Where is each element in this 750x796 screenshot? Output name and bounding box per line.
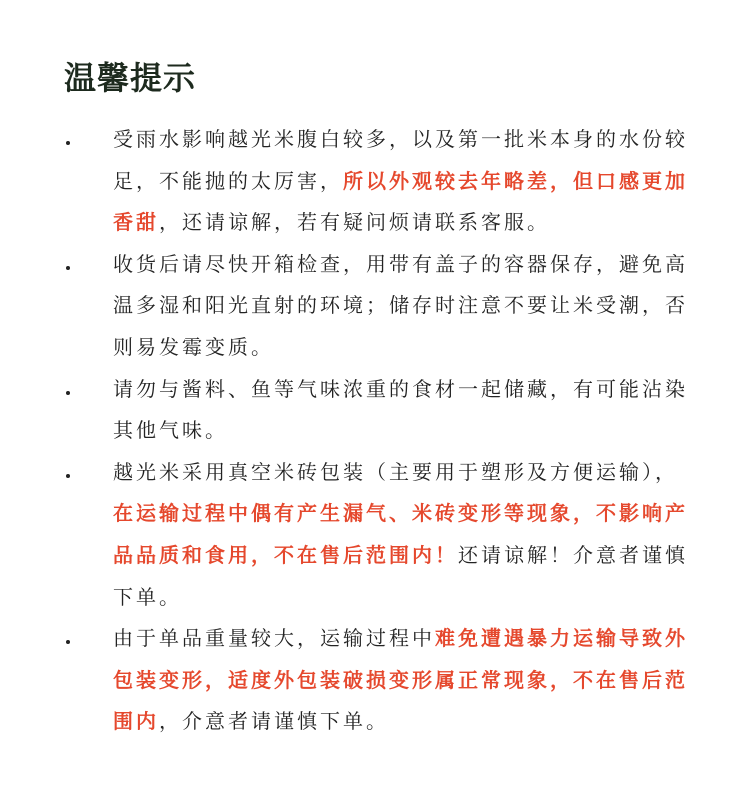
tip-highlight-text: 在运输过程中偶有产生漏气、米砖变形等现象，不影响产品品质和食用，不在售后范围内！ <box>113 501 688 567</box>
tip-item <box>0 452 750 618</box>
bullet-dot-icon <box>66 474 70 478</box>
tip-text-segment: 受雨水影响越光米腹白较多，以及第一批米本身的水份较足，不能抛的太厉害， <box>113 127 688 193</box>
tip-text-segment: 越光米采用真空米砖包装（主要用于塑形及方便运输）， <box>113 459 678 484</box>
tip-text-segment: 还请谅解！介意者谨慎下单。 <box>113 542 688 609</box>
tip-text <box>113 452 691 618</box>
bullet-dot-icon <box>66 266 70 270</box>
tip-text-segment: 由于单品重量较大，运输过程中 <box>113 626 435 651</box>
tip-text-segment: 收货后请尽快开箱检查，用带有盖子的容器保存，避免高温多湿和阳光直射的环境；储存时注意不要让米受潮，否则易发霉变质。 <box>113 251 688 359</box>
tip-item <box>0 244 750 369</box>
tip-text-segment: ，还请谅解，若有疑问烦请联系客服。 <box>159 210 550 235</box>
tip-item <box>0 618 750 743</box>
bullet-dot-icon <box>66 391 70 395</box>
bullet-dot-icon <box>66 640 70 644</box>
tip-item <box>0 369 750 452</box>
tip-text <box>113 369 691 452</box>
page-title: 温馨提示 <box>64 59 197 97</box>
tip-highlight-text: 难免遭遇暴力运输导致外包装变形，适度外包装破损变形属正常现象，不在售后范围内 <box>113 626 688 734</box>
bullet-dot-icon <box>66 141 70 145</box>
tip-highlight-text: 所以外观较去年略差，但口感更加香甜 <box>113 168 688 235</box>
tip-text-segment: ，介意者请谨慎下单。 <box>159 709 389 734</box>
tip-text-segment: 请勿与酱料、鱼等气味浓重的食材一起储藏，有可能沾染其他气味。 <box>113 376 688 443</box>
tip-text <box>113 244 691 369</box>
tip-text <box>113 119 691 244</box>
tip-text <box>113 618 691 743</box>
tip-item <box>0 119 750 244</box>
tips-list <box>0 119 750 743</box>
